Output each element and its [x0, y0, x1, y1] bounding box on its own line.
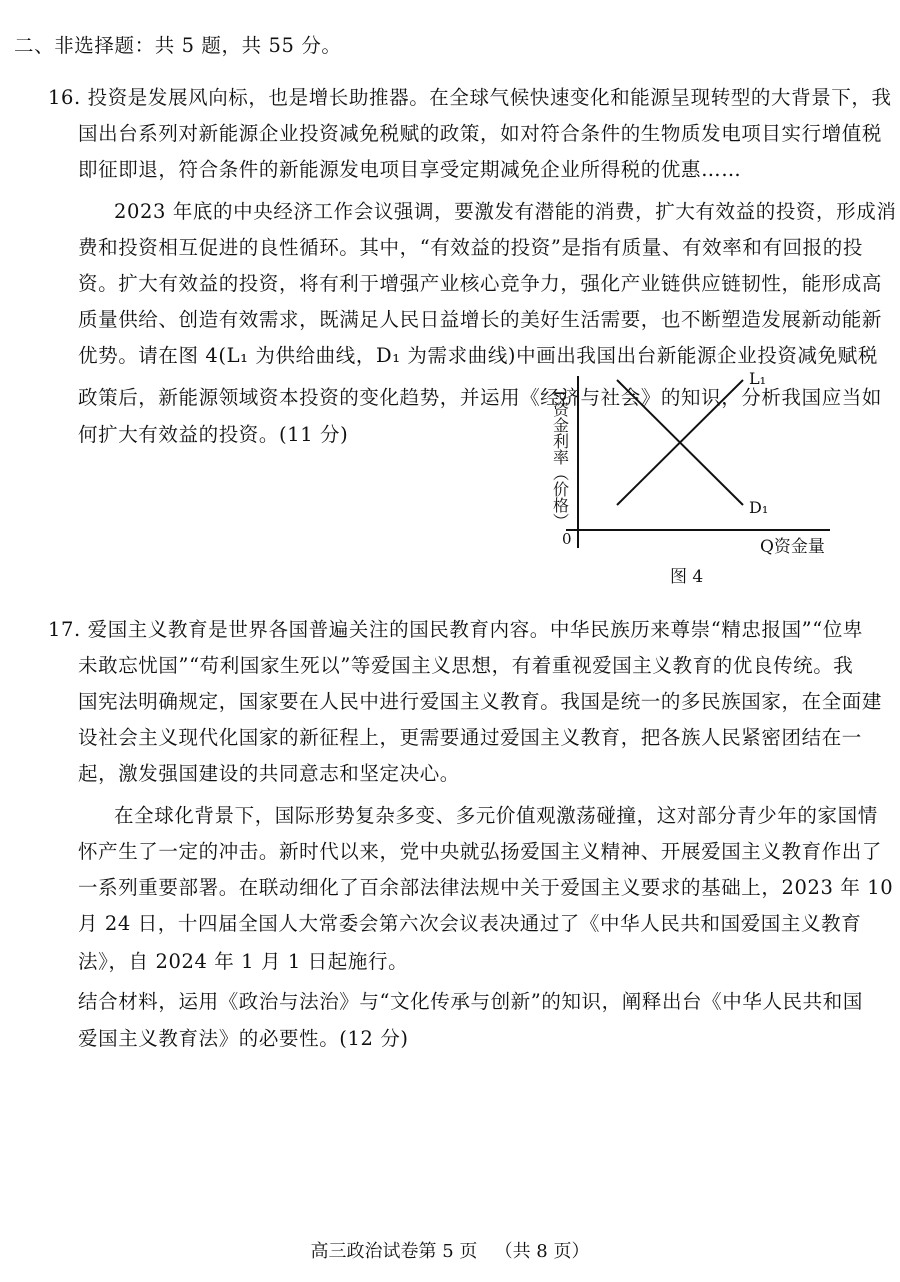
q17-line: 在全球化背景下，国际形势复杂多变、多元价值观激荡碰撞，这对部分青少年的家国情	[114, 804, 878, 827]
q16-line: 2023 年底的中央经济工作会议强调，要激发有潜能的消费，扩大有效益的投资，形成消	[114, 200, 897, 223]
q16-line: 优势。请在图 4(L₁ 为供给曲线，D₁ 为需求曲线)中画出我国出台新能源企业投资减免赋税	[78, 344, 878, 367]
q17-line: 未敢忘忧国”“苟利国家生死以”等爱国主义思想，有着重视爱国主义教育的优良传统。我	[78, 654, 854, 677]
y-axis-label: P资金利率（价格）	[550, 390, 570, 529]
q16-line: 即征即退，符合条件的新能源发电项目享受定期减免企业所得税的优惠……	[78, 158, 742, 181]
q17-line: 一系列重要部署。在联动细化了百余部法律法规中关于爱国主义要求的基础上，2023 年 10	[78, 876, 894, 899]
figure-caption: 图 4	[670, 567, 704, 587]
series-layer	[617, 370, 768, 517]
q17-line: 法》，自 2024 年 1 月 1 日起施行。	[78, 950, 409, 973]
q17-line: 结合材料，运用《政治与法治》与“文化传承与创新”的知识，阐释出台《中华人民共和国	[78, 990, 863, 1013]
q16-line: 质量供给、创造有效需求，既满足人民日益增长的美好生活需要，也不断塑造发展新动能新	[78, 308, 883, 331]
q17-line: 怀产生了一定的冲击。新时代以来，党中央就弘扬爱国主义精神、开展爱国主义教育作出了	[78, 840, 883, 863]
section-heading: 二、非选择题：共 5 题，共 55 分。	[14, 34, 342, 57]
q16-line: 国出台系列对新能源企业投资减免税赋的政策，如对符合条件的生物质发电项目实行增值税	[78, 122, 883, 145]
series-label-0: L₁	[749, 370, 767, 388]
q17-line: 17. 爱国主义教育是世界各国普遍关注的国民教育内容。中华民族历来尊崇“精忠报国”“位卑	[48, 618, 864, 641]
page-footer: 高三政治试卷第 5 页 （共 8 页）	[310, 1241, 590, 1262]
series-label-1: D₁	[749, 498, 769, 517]
q17-line: 国宪法明确规定，国家要在人民中进行爱国主义教育。我国是统一的多民族国家，在全面建	[78, 690, 883, 713]
figure-4-chart	[530, 370, 850, 595]
q16-line: 资。扩大有效益的投资，将有利于增强产业核心竞争力，强化产业链供应链韧性，能形成高	[78, 272, 883, 295]
q17-line: 设社会主义现代化国家的新征程上，更需要通过爱国主义教育，把各族人民紧密团结在一	[78, 726, 862, 749]
q16-line: 费和投资相互促进的良性循环。其中，“有效益的投资”是指有质量、有效率和有回报的投	[78, 236, 863, 259]
q17-line: 爱国主义教育法》的必要性。(12 分)	[78, 1027, 409, 1050]
x-axis-label: Q资金量	[760, 537, 825, 557]
supply-demand-chart	[530, 370, 850, 595]
q16-line: 16. 投资是发展风向标，也是增长助推器。在全球气候快速变化和能源呈现转型的大背景下，我	[48, 86, 892, 109]
q16-line: 何扩大有效益的投资。(11 分)	[78, 423, 349, 446]
q16-line: 政策后，新能源领域资本投资的变化趋势，并运用《经济与社会》的知识，分析我国应当如	[78, 386, 883, 409]
q17-line: 起，激发强国建设的共同意志和坚定决心。	[78, 762, 460, 785]
origin-label: 0	[562, 530, 572, 548]
q17-line: 月 24 日，十四届全国人大常委会第六次会议表决通过了《中华人民共和国爱国主义教育	[78, 912, 862, 935]
